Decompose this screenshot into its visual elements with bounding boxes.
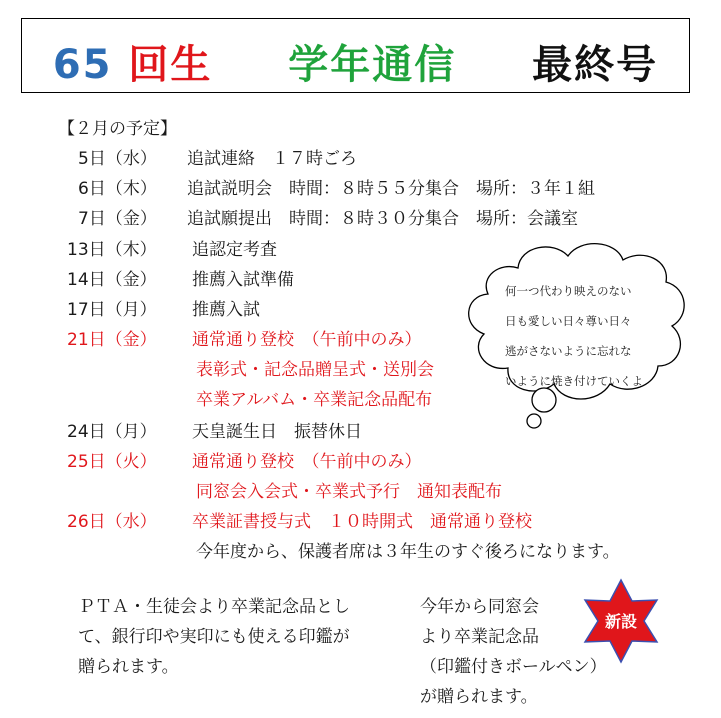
- alumni-note-line: が贈られます。: [420, 687, 538, 707]
- schedule-heading: 【２月の予定】: [58, 119, 177, 139]
- schedule-date: 24日（月）: [67, 422, 157, 442]
- new-badge-label: 新設: [604, 612, 637, 631]
- schedule-text: 表彰式・記念品贈呈式・送別会: [196, 360, 434, 380]
- schedule-text: 同窓会入会式・卒業式予行 通知表配布: [196, 482, 502, 502]
- schedule-text: 追試連絡 １７時ごろ: [187, 149, 357, 169]
- schedule-text: 追試願提出 時間：８時３０分集合 場所：会議室: [187, 209, 578, 229]
- title-kai: 回生: [128, 42, 213, 88]
- bubble-text: [505, 276, 655, 396]
- pta-note-line: 贈られます。: [78, 657, 179, 677]
- pta-note: [78, 592, 350, 682]
- schedule-text: 通常通り登校 （午前中のみ）: [192, 452, 422, 472]
- schedule-date: 25日（火）: [67, 452, 157, 472]
- bubble-line: 逃がさないように忘れな: [505, 344, 632, 358]
- title-final-issue: 最終号: [532, 42, 659, 88]
- title-newsletter: 学年通信: [288, 42, 457, 88]
- schedule-text: 推薦入試: [192, 300, 260, 320]
- title-number: 65: [52, 42, 113, 88]
- pta-note-line: て、銀行印や実印にも使える印鑑が: [78, 627, 350, 647]
- alumni-note-line: 今年から同窓会: [420, 597, 539, 617]
- schedule-text: 推薦入試準備: [192, 270, 294, 290]
- schedule-date: 5日（水）: [78, 149, 157, 169]
- schedule-text: 追認定考査: [192, 240, 277, 260]
- schedule-footnote: 今年度から、保護者席は３年生のすぐ後ろになります。: [196, 542, 620, 562]
- schedule-text: 天皇誕生日 振替休日: [192, 422, 362, 442]
- bubble-line: いように焼き付けていくよ: [505, 374, 643, 388]
- alumni-note-line: （印鑑付きボールペン）: [420, 657, 607, 677]
- schedule-date: 21日（金）: [67, 330, 157, 350]
- bubble-line: 何一つ代わり映えのない: [505, 284, 632, 298]
- schedule-date: 14日（金）: [67, 270, 157, 290]
- schedule-text: 通常通り登校 （午前中のみ）: [192, 330, 422, 350]
- pta-note-line: ＰＴＡ・生徒会より卒業記念品とし: [78, 597, 350, 617]
- schedule-text: 卒業アルバム・卒業記念品配布: [196, 390, 433, 410]
- schedule-date: 26日（水）: [67, 512, 157, 532]
- schedule-date: 13日（木）: [67, 240, 157, 260]
- bubble-line: 日も愛しい日々尊い日々: [505, 314, 632, 328]
- schedule-text: 追試説明会 時間：８時５５分集合 場所：３年１組: [187, 179, 595, 199]
- schedule-date: 7日（金）: [78, 209, 157, 229]
- schedule-date: 6日（木）: [78, 179, 157, 199]
- header-box: [21, 18, 690, 93]
- alumni-note-line: より卒業記念品: [420, 627, 539, 647]
- schedule-text: 卒業証書授与式 １０時開式 通常通り登校: [192, 512, 532, 532]
- page-title: [22, 33, 689, 90]
- schedule-date: 17日（月）: [67, 300, 157, 320]
